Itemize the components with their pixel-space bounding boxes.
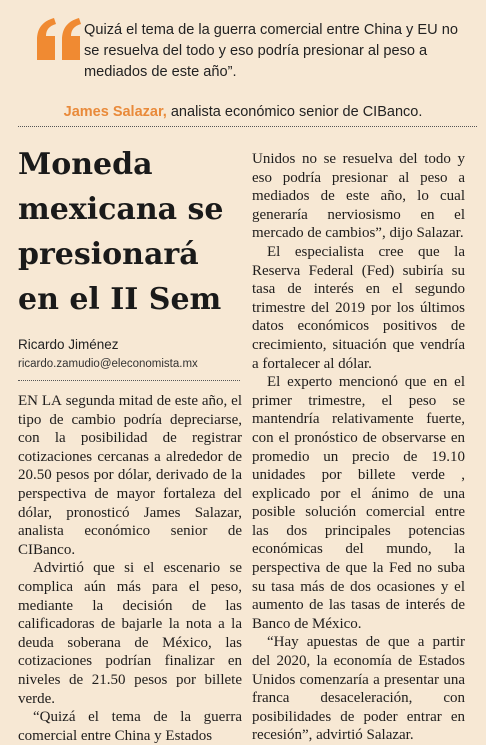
article-column-left [18,392,242,745]
article-column-right [252,150,465,745]
lead-in: EN LA [18,393,62,409]
quote-attribution-role: analista económico senior de CIBanco. [166,104,423,120]
headline: Moneda mexicana se presionará en el II Sem [18,147,224,317]
article-paragraph: El experto mencionó que en el primer trimestre, el peso se mantendría relativamente fuerte, con el pronóstico de observarse en promedio un precio de 19.10 unidades por billete verde , explicado por el ánimo de una posible solución comercial entre las dos principales potencias económicas del mundo, la perspectiva de que la Fed no suba su tasa más de dos ocasiones y el aumento de las tasas de interés de Banco de México. [252,374,465,632]
article-paragraph: Unidos no se resuelva del todo y eso podría presionar al peso a mediados de este año, lo cual generaría nerviosismo en el mercado de cambios”, dijo Salazar. [252,151,465,242]
quote-attribution [0,102,486,122]
author-email: ricardo.zamudio@eleconomista.mx [18,358,198,370]
article-paragraph: “Quizá el tema de la guerra comercial entre China y Estados [18,709,242,744]
quote-attribution-name: James Salazar, [63,104,167,120]
divider [18,380,240,381]
pull-quote-text: Quizá el tema de la guerra comercial entre China y EU no se resuelva del todo y eso podría presionar al peso a mediados de este año”. [84,22,458,80]
article-paragraph: Advirtió que si el escenario se complica aún más para el peso, mediante la decisión de las calificadoras de bajarle la nota a la deuda soberana de México, las cotizaciones podrían finalizar en niveles de 21.50 pesos por billete verde. [18,560,242,707]
article-paragraph: “Hay apuestas de que a partir del 2020, la economía de Estados Unidos comenzaría a presentar una franca desaceleración, con posibilidades de poder entrar en recesión”, advirtió Salazar. [252,634,465,744]
divider [18,126,477,127]
article-paragraph: EN LA segunda mitad de este año, el tipo de cambio podría depreciarse, con la posibilidad de registrar cotizaciones cercanas a alrededor de 20.50 pesos por dólar, derivado de la perspectiva de mayor fortaleza del dólar, pronosticó James Salazar, analista económico senior de CIBanco. [18,393,242,558]
article-paragraph: El especialista cree que la Reserva Federal (Fed) subiría su tasa de interés en el segundo trimestre del 2019 por los últimos datos económicos positivos de crecimiento, situación que vendría a fortalecer al dólar. [252,243,465,372]
quote-mark-icon [35,16,83,62]
author-name: Ricardo Jiménez [18,337,119,352]
